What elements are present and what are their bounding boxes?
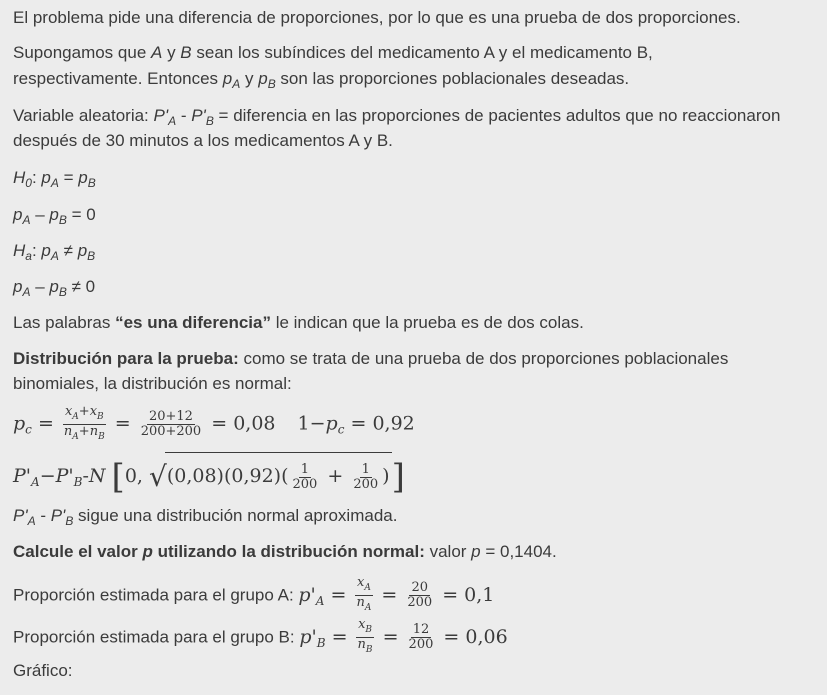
fraction-counts: $\frac{20+12}{200+200}$ xyxy=(140,409,202,439)
alternative-hypothesis: $H_a$: $p_A \ne p_B$ xyxy=(13,241,96,263)
distribution-equation: $P'_A-P'_B-N$ [0, √(0,08)(0,92)( $\frac{1}{200}$ + $\frac{1}{200}$ )] xyxy=(13,452,405,502)
fraction-12-over-200: $\frac{12}{200}$ xyxy=(408,622,434,652)
two-tailed-paragraph: Las palabras “es una diferencia” le indican que la prueba es de dos colas. xyxy=(13,313,584,332)
sqrt-icon: √ xyxy=(148,460,167,493)
null-hypothesis-difference: $p_A - p_B = 0$ xyxy=(13,205,96,227)
distribution-paragraph-line1: Distribución para la prueba: como se trata de una prueba de dos proporciones poblacionales xyxy=(13,349,729,368)
estimated-proportion-a: Proporción estimada para el grupo A: $p'_A$ = $\frac{x_A}{n_A}$ = $\frac{20}{200}$ = 0,1 xyxy=(13,575,495,613)
p-value-paragraph: Calcule el valor p utilizando la distribución normal: valor p = 0,1404. xyxy=(13,542,557,561)
fraction-xa-over-na: $\frac{x_A}{n_A}$ xyxy=(356,575,372,613)
estimated-proportion-b: Proporción estimada para el grupo B: $p'_B$ = $\frac{x_B}{n_B}$ = $\frac{12}{200}$ = 0,06 xyxy=(13,617,508,655)
null-hypothesis: $H_0$: $p_A = p_B$ xyxy=(13,168,96,190)
alternative-hypothesis-difference: $p_A - p_B \ne 0$ xyxy=(13,277,96,299)
subscripts-paragraph-line1: Supongamos que A y B sean los subíndices del medicamento A y el medicamento B, xyxy=(13,43,653,62)
fraction-one-over-200-b: $\frac{1}{200}$ xyxy=(353,461,379,492)
fraction-20-over-200: $\frac{20}{200}$ xyxy=(407,580,433,610)
random-variable-line2: después de 30 minutos a los medicamentos A y B. xyxy=(13,131,393,150)
intro-paragraph: El problema pide una diferencia de proporciones, por lo que es una prueba de dos proporciones. xyxy=(13,8,741,27)
approx-normal-paragraph: $P'_A - P'_B$ sigue una distribución normal aproximada. xyxy=(13,506,398,528)
fraction-xb-over-nb: $\frac{x_B}{n_B}$ xyxy=(357,617,373,655)
pooled-proportion-equation: $p_c$ = $\frac{x_A+x_B}{n_A+n_B}$ = $\frac{20+12}{200+200}$ = 0,08 $1-p_c = 0,92$ xyxy=(13,404,415,442)
random-variable-line1: Variable aleatoria: $P'_A - P'_B$ = diferencia en las proporciones de pacientes adultos que no reaccionaron xyxy=(13,106,781,128)
fraction-x-over-n: $\frac{x_A+x_B}{n_A+n_B}$ xyxy=(63,404,105,442)
subscripts-paragraph-line2: respectivamente. Entonces $p_A$ y $p_B$ son las proporciones poblacionales deseadas. xyxy=(13,69,630,91)
fraction-one-over-200-a: $\frac{1}{200}$ xyxy=(292,461,318,492)
graph-label: Gráfico: xyxy=(13,661,73,680)
distribution-paragraph-line2: binomiales, la distribución es normal: xyxy=(13,374,292,393)
